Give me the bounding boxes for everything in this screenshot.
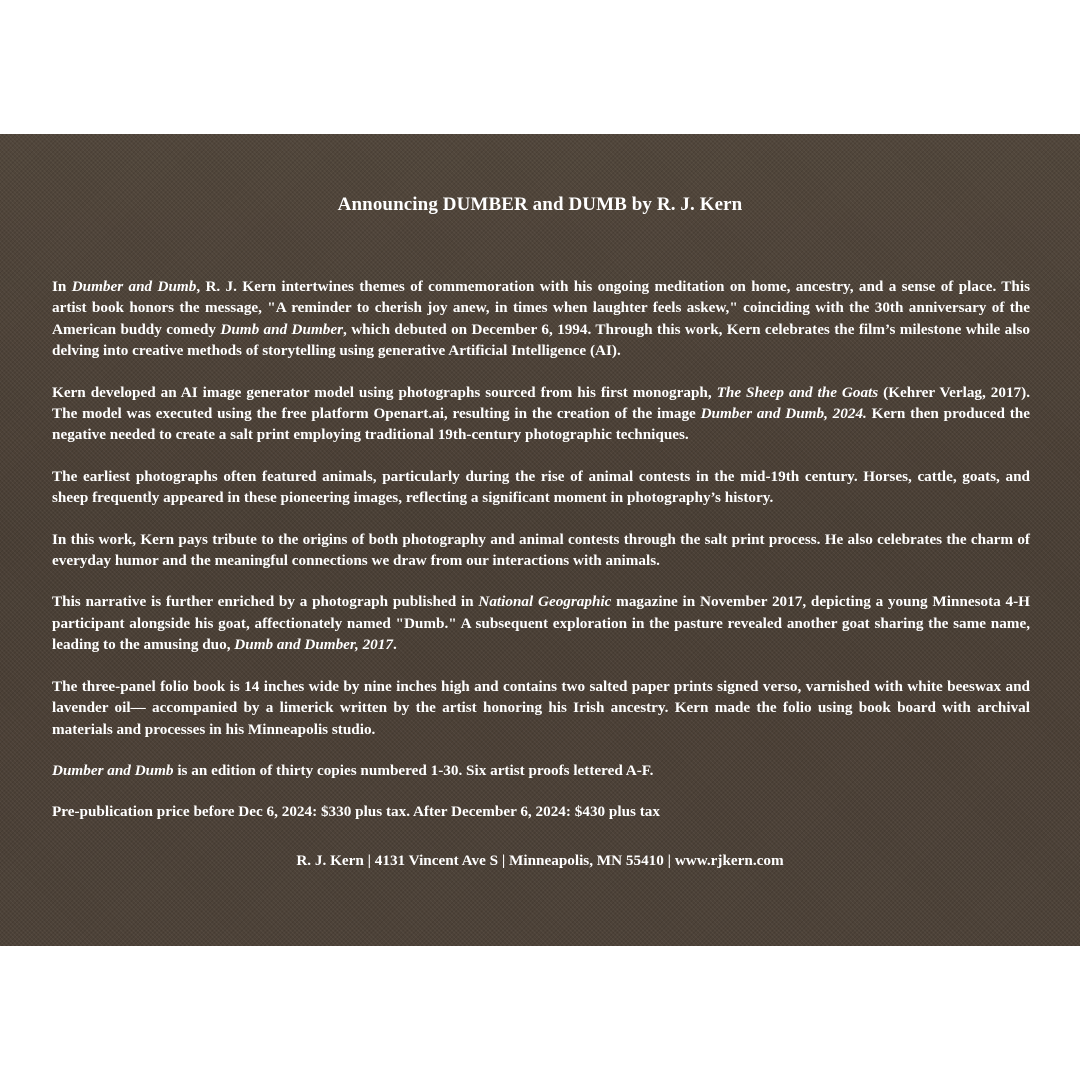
paragraph-history <box>52 466 1030 509</box>
paragraph-ai-model <box>52 382 1030 446</box>
announcement-body <box>52 276 1030 843</box>
paragraph-narrative <box>52 591 1030 655</box>
text-segment: This narrative is further enriched by a photograph published in <box>52 593 479 611</box>
text-segment: (Kehrer Verlag, 2017). The model was executed using the free platform Openart.ai, resulting in the creation of the image <box>52 383 1030 423</box>
paragraph-folio-description <box>52 676 1030 740</box>
text-segment: is an edition of thirty copies numbered 1-30. Six artist proofs lettered A-F. <box>173 761 654 779</box>
contact-footer: R. J. Kern | 4131 Vincent Ave S | Minneapolis, MN 55410 | www.rjkern.com <box>296 852 784 869</box>
italic-title-segment: National Geographic <box>478 593 612 611</box>
text-segment: The earliest photographs often featured animals, particularly during the rise of animal contests in the mid-19th century. Horses, cattle, goats, and sheep frequently appeared in these pioneering images, reflecting a significant moment in photography’s history. <box>52 467 1030 507</box>
text-segment: , which debuted on December 6, 1994. Through this work, Kern celebrates the film’s milestone while also delving into creative methods of storytelling using generative Artificial Intelligence (AI). <box>52 320 1030 360</box>
italic-title-segment: Dumber and Dumb <box>71 278 197 295</box>
italic-title-segment: Dumber and Dumb, 2024. <box>700 405 867 423</box>
paragraph-intro <box>52 276 1030 362</box>
text-segment: Kern developed an AI image generator model using photographs sourced from his first monograph, <box>52 383 717 401</box>
text-segment: . <box>392 636 397 654</box>
paragraph-edition <box>52 760 1030 781</box>
announcement-title: Announcing DUMBER and DUMB by R. J. Kern <box>337 194 743 215</box>
italic-title-segment: The Sheep and the Goats <box>716 383 879 401</box>
italic-title-segment: Dumb and Dumber <box>220 320 344 338</box>
text-segment: , R. J. Kern intertwines themes of commemoration with his ongoing meditation on home, ancestry, and a sense of place. This artist book honors the message, "A reminder to cherish joy anew, in times when laughter feels askew," coinciding with the 30th anniversary of the American buddy comedy <box>52 278 1031 338</box>
text-segment: In this work, Kern pays tribute to the origins of both photography and animal contests through the salt print process. He also celebrates the charm of everyday humor and the meaningful connections we draw from our interactions with animals. <box>52 530 1030 570</box>
italic-title-segment: Dumber and Dumb <box>52 761 174 779</box>
paragraph-price <box>52 801 1030 822</box>
paragraph-tribute <box>52 529 1030 572</box>
text-segment: Pre-publication price before Dec 6, 2024: $330 plus tax. After December 6, 2024: $430 plus tax <box>52 803 660 821</box>
text-segment: magazine in November 2017, depicting a young Minnesota 4-H participant alongside his goat, affectionately named "Dumb." A subsequent exploration in the pasture revealed another goat sharing the same name, leading to the amusing duo, <box>52 593 1030 654</box>
announcement-card <box>0 134 1080 946</box>
text-segment: The three-panel folio book is 14 inches wide by nine inches high and contains two salted paper prints signed verso, varnished with white beeswax and lavender oil— accompanied by a limerick written by the artist honoring his Irish ancestry. Kern made the folio using book board with archival materials and processes in his Minneapolis studio. <box>52 677 1030 738</box>
text-segment: In <box>52 278 72 295</box>
text-segment: Kern then produced the negative needed to create a salt print employing traditional 19th-century photographic techniques. <box>52 405 1030 444</box>
italic-title-segment: Dumb and Dumber, 2017 <box>234 636 393 654</box>
